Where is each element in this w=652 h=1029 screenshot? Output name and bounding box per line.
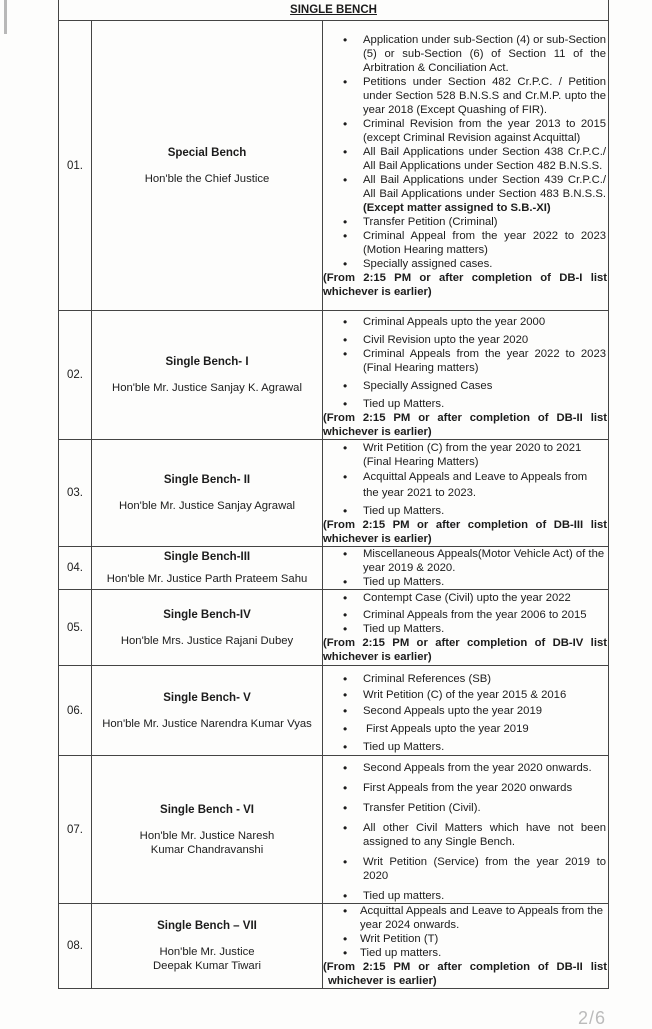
list-item: • Tied up matters. (323, 946, 608, 960)
bench-name: Single Bench- V (163, 691, 251, 704)
serial-number: 01. (59, 21, 92, 311)
bench-name: Single Bench-IV (163, 608, 251, 621)
timing-note-line2: whichever is earlier) (323, 532, 432, 545)
judge-name: Hon'ble Mr. Justice Naresh Kumar Chandravanshi (139, 829, 275, 856)
judge-name: Hon'ble Mr. Justice Sanjay K. Agrawal (112, 382, 302, 394)
judge-name: Hon'ble the Chief Justice (144, 172, 270, 185)
list-item: • Criminal Appeal from the year 2022 to 2023 (Motion Hearing matters) (323, 229, 608, 257)
list-item (323, 173, 608, 215)
timing-note-line2: whichever is earlier) (323, 285, 432, 298)
serial-number: 06. (59, 666, 92, 756)
section-title-text: SINGLE BENCH (290, 3, 377, 16)
list-item: • All Bail Applications under Section 438 Cr.P.C./ All Bail Applications under Section 482 B.N.S.S. (323, 145, 608, 173)
timing-note-line2: whichever is earlier) (323, 426, 432, 438)
judge-name: Hon'ble Mr. Justice Sanjay Agrawal (118, 500, 296, 512)
timing-note (323, 411, 608, 439)
timing-note (323, 518, 608, 546)
bench-cell (92, 756, 323, 904)
list-item: • Tied up Matters. (323, 504, 608, 518)
timing-note (323, 271, 608, 299)
table-row (59, 547, 609, 590)
list-item-bold-suffix: (Except matter assigned to S.B.-XI) (363, 201, 551, 214)
list-item: • Transfer Petition (Criminal) (323, 215, 608, 229)
list-item: • Writ Petition (C) of the year 2015 & 2016 (323, 688, 608, 702)
bench-name: Special Bench (167, 146, 247, 159)
bench-name: Single Bench- I (165, 356, 249, 368)
timing-note-line1: (From 2:15 PM or after completion of DB-III list (323, 518, 608, 531)
subjects-cell (323, 590, 609, 666)
serial-number: 07. (59, 756, 92, 904)
page-number: 2/6 (578, 1008, 607, 1028)
bench-cell (92, 904, 323, 989)
list-item: • Criminal Revision from the year 2013 to 2015 (except Criminal Revision against Acquittal) (323, 117, 608, 145)
bench-name: Single Bench - VI (160, 803, 254, 816)
list-item: • Petitions under Section 482 Cr.P.C. / Petition under Section 528 B.N.S.S and Cr.M.P. upto the year 2018 (Except Quashing of FIR). (323, 75, 608, 117)
list-item: • Specially Assigned Cases (323, 379, 608, 393)
subjects-cell (323, 311, 609, 440)
list-item: • Criminal Appeals from the year 2006 to 2015 (323, 608, 608, 622)
table-row (59, 904, 609, 989)
scan-edge-mark (4, 0, 7, 34)
subjects-cell (323, 904, 609, 989)
bench-name: Single Bench- II (163, 474, 251, 486)
list-item: • Criminal Appeals from the year 2022 to 2023 (Final Hearing matters) (323, 347, 608, 375)
list-item: • Second Appeals from the year 2020 onwards. (323, 761, 608, 775)
list-item: • Tied up Matters. (323, 575, 608, 589)
list-item: • Contempt Case (Civil) upto the year 2022 (323, 591, 608, 605)
list-item: • Writ Petition (C) from the year 2020 to 2021 (Final Hearing Matters) (323, 441, 608, 469)
list-item: • Criminal Appeals upto the year 2000 (323, 315, 608, 329)
timing-note-line1: (From 2:15 PM or after completion of DB-II list (323, 961, 608, 973)
judge-name: Hon'ble Mr. Justice Narendra Kumar Vyas (102, 717, 312, 730)
subjects-cell (323, 21, 609, 311)
subjects-cell (323, 547, 609, 590)
table-row (59, 590, 609, 666)
list-item: • Second Appeals upto the year 2019 (323, 704, 608, 718)
timing-note-line1: (From 2:15 PM or after completion of DB-I list (323, 271, 608, 284)
bench-cell (92, 311, 323, 440)
serial-number: 02. (59, 311, 92, 440)
bench-name: Single Bench-III (163, 551, 251, 563)
list-item: • Acquittal Appeals and Leave to Appeals from the year 2021 to 2023. (323, 469, 608, 501)
list-item: • Transfer Petition (Civil). (323, 801, 608, 815)
list-item: • Tied up Matters. (323, 397, 608, 411)
list-item: • Civil Revision upto the year 2020 (323, 333, 608, 347)
list-item: • Specially assigned cases. (323, 257, 608, 271)
list-item: • Writ Petition (Service) from the year 2019 to 2020 (323, 855, 608, 883)
bench-cell (92, 547, 323, 590)
single-bench-roster-table (58, 0, 609, 989)
table-row (59, 21, 609, 311)
bench-cell (92, 440, 323, 547)
serial-number: 05. (59, 590, 92, 666)
section-title (59, 0, 609, 21)
timing-note (323, 960, 608, 988)
list-item: • Tied up matters. (323, 889, 608, 903)
list-item: • Writ Petition (T) (323, 932, 608, 946)
serial-number: 03. (59, 440, 92, 547)
judge-name: Hon'ble Mrs. Justice Rajani Dubey (120, 634, 294, 647)
subjects-cell (323, 440, 609, 547)
list-item: • Criminal References (SB) (323, 672, 608, 686)
table-row (59, 311, 609, 440)
judge-name: Hon'ble Mr. Justice Parth Prateem Sahu (106, 573, 308, 585)
table-row (59, 440, 609, 547)
timing-note-line1: (From 2:15 PM or after completion of DB-IV list (323, 637, 608, 649)
bench-cell (92, 666, 323, 756)
list-item: • Tied up Matters. (323, 622, 608, 636)
table-row (59, 666, 609, 756)
list-item: • First Appeals from the year 2020 onwards (323, 781, 608, 795)
bench-name: Single Bench – VII (157, 920, 257, 932)
bench-cell (92, 21, 323, 311)
list-item: • Miscellaneous Appeals(Motor Vehicle Act) of the year 2019 & 2020. (323, 547, 608, 575)
list-item: • All other Civil Matters which have not been assigned to any Single Bench. (323, 821, 608, 849)
serial-number: 08. (59, 904, 92, 989)
timing-note (323, 636, 608, 664)
section-header-row (59, 0, 609, 21)
list-item-text: All Bail Applications under Section 439 Cr.P.C./ All Bail Applications under Section 483 B.N.S.S. (363, 173, 607, 200)
list-item: • Tied up Matters. (323, 740, 608, 754)
subjects-cell (323, 666, 609, 756)
bench-cell (92, 590, 323, 666)
list-item: • First Appeals upto the year 2019 (323, 722, 608, 736)
serial-number: 04. (59, 547, 92, 590)
judge-name: Hon'ble Mr. Justice Deepak Kumar Tiwari (153, 946, 261, 972)
timing-note-line2: whichever is earlier) (328, 975, 437, 987)
table-row (59, 756, 609, 904)
list-item: • Application under sub-Section (4) or sub-Section (5) or sub-Section (6) of Section 11 of the Arbitration & Conciliation Act. (323, 33, 608, 75)
list-item: • Acquittal Appeals and Leave to Appeals from the year 2024 onwards. (323, 904, 608, 932)
subjects-cell (323, 756, 609, 904)
timing-note-line2: whichever is earlier) (323, 651, 432, 663)
timing-note-line1: (From 2:15 PM or after completion of DB-II list (323, 412, 608, 424)
